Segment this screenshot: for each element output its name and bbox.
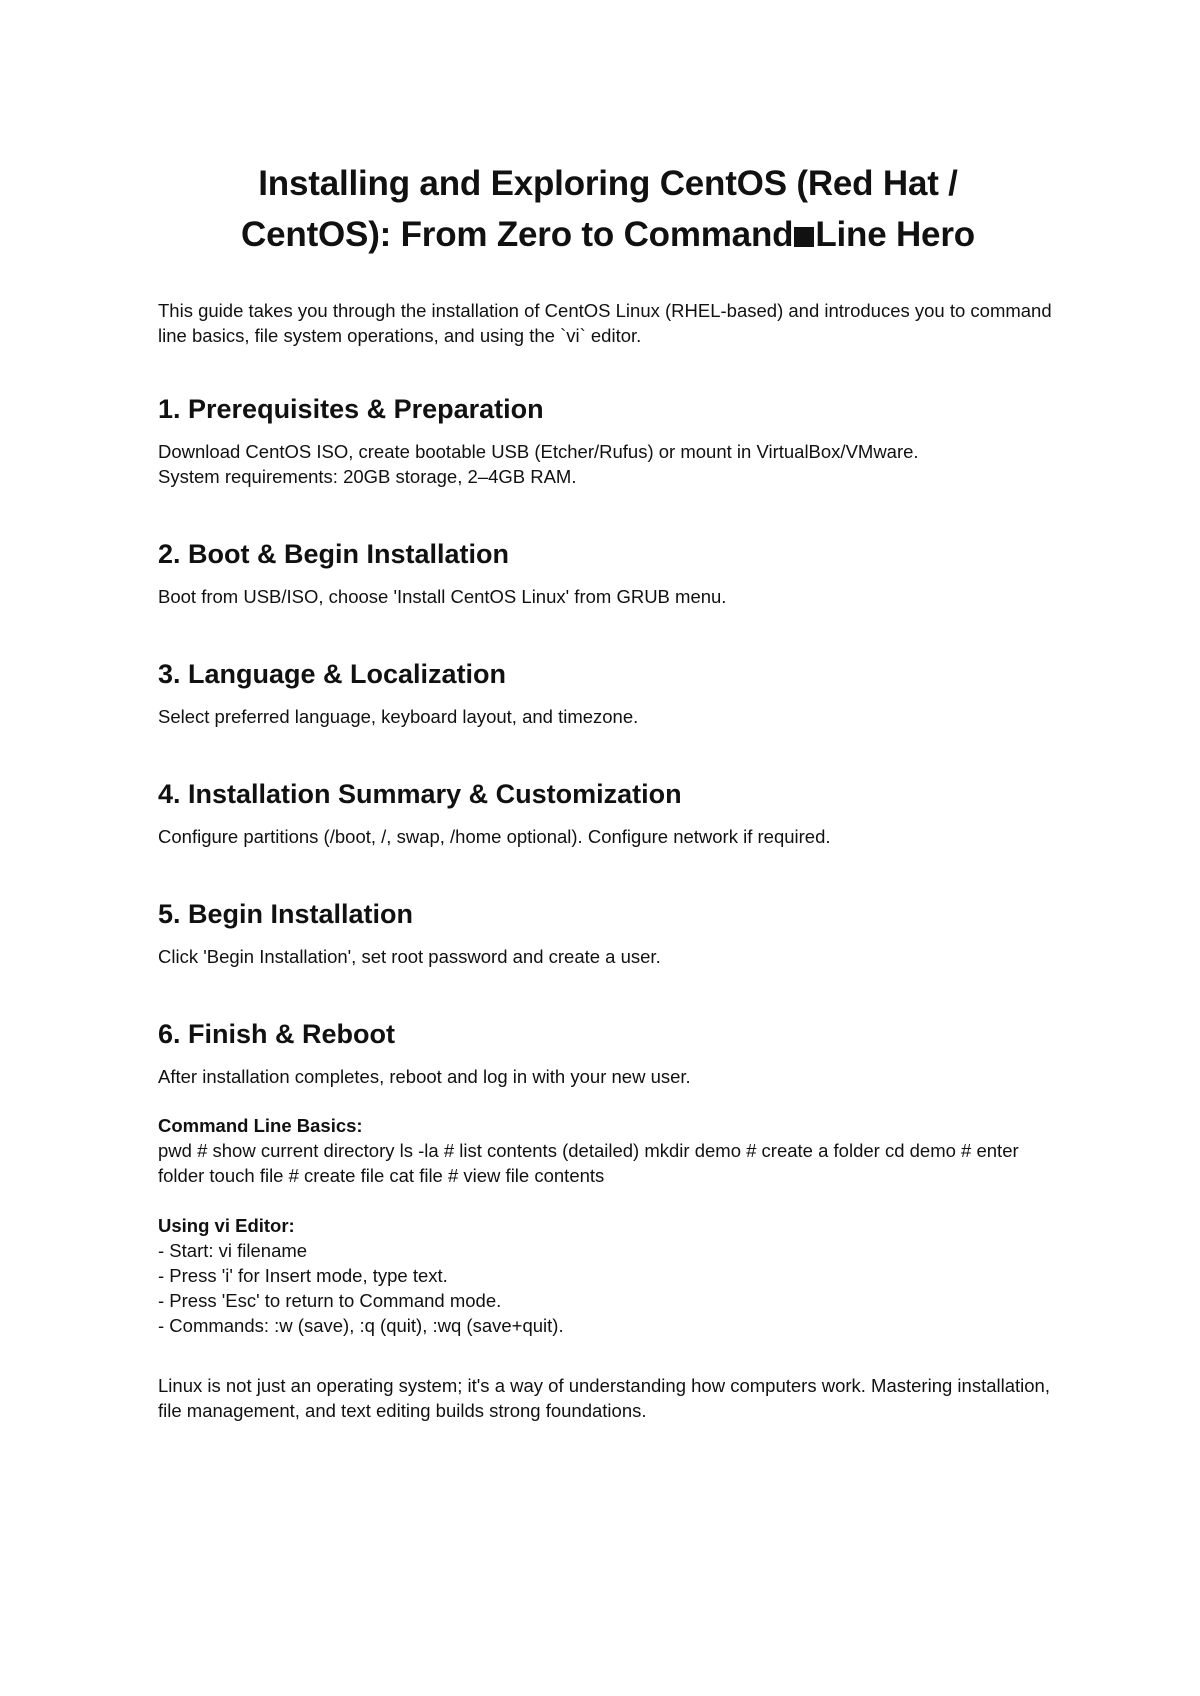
- section-body: Click 'Begin Installation', set root password and create a user.: [158, 946, 661, 967]
- title-line-2a: CentOS): From Zero to Command: [241, 215, 794, 254]
- command-basics-text: pwd # show current directory ls -la # list contents (detailed) mkdir demo # create a folder cd demo # enter folder touch file # create file cat file # view file contents: [158, 1140, 1019, 1186]
- title-line-1: Installing and Exploring CentOS (Red Hat /: [258, 164, 958, 203]
- section-heading: 3. Language & Localization: [158, 659, 507, 689]
- missing-glyph-square-icon: [794, 227, 814, 247]
- section-line: System requirements: 20GB storage, 2–4GB RAM.: [158, 466, 577, 487]
- section-body: Configure partitions (/boot, /, swap, /home optional). Configure network if required.: [158, 826, 831, 847]
- section-heading: 2. Boot & Begin Installation: [158, 539, 510, 569]
- section-heading: 6. Finish & Reboot: [158, 1019, 396, 1049]
- vi-editor-line: - Start: vi filename: [158, 1240, 308, 1261]
- command-basics-label: Command Line Basics:: [158, 1115, 363, 1136]
- section-summary: [158, 777, 1058, 849]
- section-body: After installation completes, reboot and log in with your new user.: [158, 1066, 691, 1087]
- document-title: [158, 158, 1058, 260]
- section-begin-installation: [158, 897, 1058, 969]
- vi-editor-label: Using vi Editor:: [158, 1215, 295, 1236]
- section-line: Download CentOS ISO, create bootable USB (Etcher/Rufus) or mount in VirtualBox/VMware.: [158, 441, 919, 462]
- section-prerequisites: [158, 392, 1058, 489]
- document-page: [158, 158, 1058, 1423]
- section-heading: 5. Begin Installation: [158, 899, 414, 929]
- intro-paragraph: This guide takes you through the installation of CentOS Linux (RHEL-based) and introduces you to command line basics, file system operations, and using the `vi` editor.: [158, 300, 1052, 346]
- closing-paragraph: Linux is not just an operating system; it's a way of understanding how computers work. Mastering installation, file management, and text editing builds strong foundations.: [158, 1375, 1050, 1421]
- section-body: Boot from USB/ISO, choose 'Install CentOS Linux' from GRUB menu.: [158, 586, 727, 607]
- section-heading: 1. Prerequisites & Preparation: [158, 394, 544, 424]
- section-body: Select preferred language, keyboard layout, and timezone.: [158, 706, 639, 727]
- vi-editor-line: - Press 'Esc' to return to Command mode.: [158, 1290, 502, 1311]
- section-boot: [158, 537, 1058, 609]
- section-finish: [158, 1017, 1058, 1089]
- vi-editor-block: [158, 1213, 1058, 1338]
- vi-editor-line: - Press 'i' for Insert mode, type text.: [158, 1265, 448, 1286]
- section-body: [158, 439, 1058, 489]
- vi-editor-line: - Commands: :w (save), :q (quit), :wq (save+quit).: [158, 1315, 564, 1336]
- title-line-2b: Line Hero: [815, 215, 975, 254]
- section-heading: 4. Installation Summary & Customization: [158, 779, 682, 809]
- command-basics-block: [158, 1113, 1058, 1188]
- section-language: [158, 657, 1058, 729]
